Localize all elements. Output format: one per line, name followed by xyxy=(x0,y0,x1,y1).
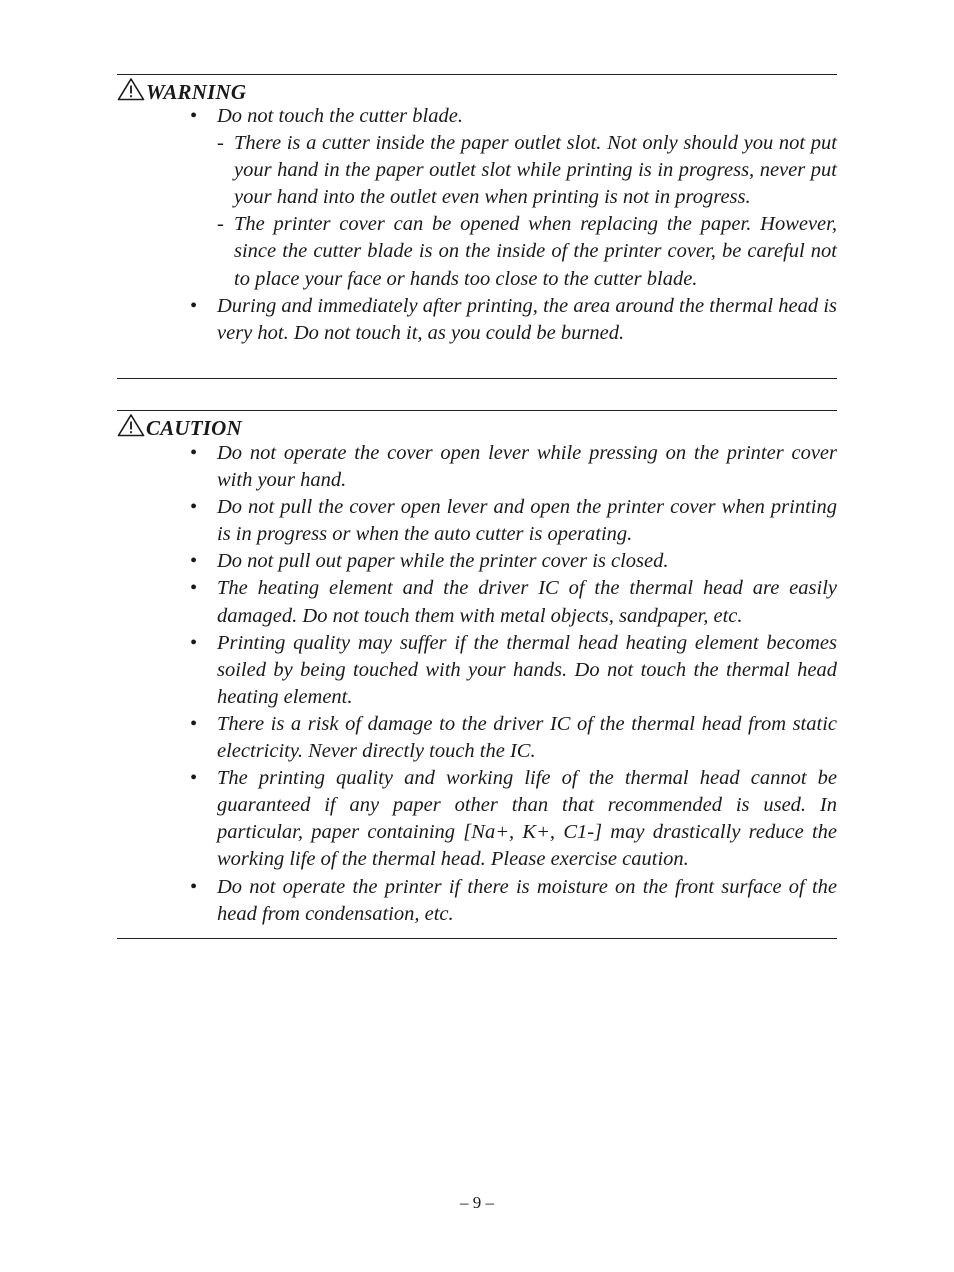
bullet: • xyxy=(190,712,198,735)
warning-triangle-icon xyxy=(117,413,146,443)
list-item xyxy=(117,630,837,711)
list-item-text: Do not operate the printer if there is moisture on the front surface of the head from condensation, etc. xyxy=(217,875,837,925)
bullet: • xyxy=(190,496,198,519)
bullet: • xyxy=(190,767,198,790)
list-item-text: Do not operate the cover open lever while pressing on the printer cover with your hand. xyxy=(217,442,837,492)
list-item-text: Printing quality may suffer if the thermal head heating element becomes soiled by being touched with your hands. Do not touch the thermal head heating element. xyxy=(217,631,837,708)
bullet: • xyxy=(190,105,198,127)
list-item-text: There is a risk of damage to the driver IC of the thermal head from static electricity. Never directly touch the IC. xyxy=(217,712,837,763)
warning-title: WARNING xyxy=(146,79,247,104)
list-item xyxy=(117,440,837,494)
list-item xyxy=(117,494,837,548)
list-item xyxy=(117,874,837,928)
list-item-text: The heating element and the driver IC of the thermal head are easily damaged. Do not touch them with metal objects, sandpaper, etc. xyxy=(217,577,837,627)
caution-heading xyxy=(117,413,242,443)
caution-bottom-rule xyxy=(117,938,837,939)
bullet: • xyxy=(190,442,198,464)
warning-list xyxy=(117,103,837,347)
bullet: • xyxy=(190,875,198,898)
list-item-text: Do not pull the cover open lever and open the printer cover when printing is in progress or when the auto cutter is operating. xyxy=(217,496,837,546)
warning-subitem-cover xyxy=(117,211,837,292)
list-item-text: During and immediately after printing, the area around the thermal head is very hot. Do not touch it, as you could be burned. xyxy=(217,294,837,344)
bullet: • xyxy=(190,631,198,654)
dash: - xyxy=(217,213,224,236)
sub-item-text: There is a cutter inside the paper outlet slot. Not only should you not put your hand in the paper outlet slot while printing is in progress, never put your hand into the outlet even when printing is not in progress. xyxy=(234,132,837,209)
caution-list xyxy=(117,440,837,928)
warning-item-cutter xyxy=(117,103,837,130)
warning-top-rule xyxy=(117,74,837,75)
list-item-text: The printing quality and working life of the thermal head cannot be guaranteed if any paper other than that recommended is used. In particular, paper containing [Na+, K+, C1-] may drastically reduce the working life of the thermal head. Please exercise caution. xyxy=(217,767,837,871)
warning-subitem-outlet xyxy=(117,130,837,211)
list-item-text: Do not pull out paper while the printer cover is closed. xyxy=(217,550,669,573)
warning-item-hot-head xyxy=(117,293,837,347)
warning-bottom-rule xyxy=(117,378,837,379)
list-item xyxy=(117,711,837,765)
bullet: • xyxy=(190,294,198,317)
bullet: • xyxy=(190,550,198,573)
caution-title: CAUTION xyxy=(146,415,242,440)
bullet: • xyxy=(190,577,198,600)
list-item xyxy=(117,548,837,575)
page-number: – 9 – xyxy=(460,1193,494,1212)
list-item xyxy=(117,765,837,873)
sub-item-text: The printer cover can be opened when replacing the paper. However, since the cutter blade is on the inside of the printer cover, be careful not to place your face or hands too close to the cutter blade. xyxy=(234,213,837,290)
dash: - xyxy=(217,132,224,155)
list-item-text: Do not touch the cutter blade. xyxy=(217,105,463,127)
list-item xyxy=(117,575,837,629)
caution-top-rule xyxy=(117,410,837,411)
